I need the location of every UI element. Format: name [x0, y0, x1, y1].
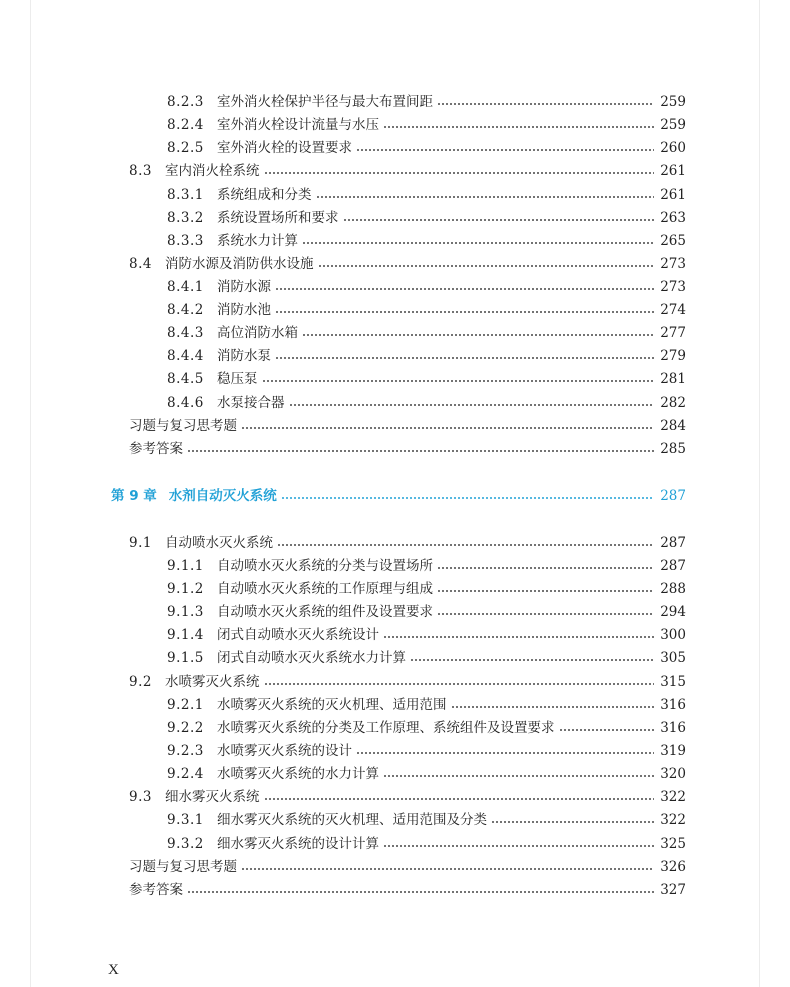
toc-entry-number: 9.1.3	[167, 604, 204, 620]
toc-entry-page-number: 284	[660, 418, 686, 434]
toc-entry-page-number: 279	[660, 348, 686, 364]
toc-entry-title: 消防水泵	[217, 348, 271, 364]
toc-entry-title: 水喷雾灭火系统的分类及工作原理、系统组件及设置要求	[217, 720, 555, 736]
toc-entry[interactable]	[167, 741, 686, 761]
toc-entry-title: 系统水力计算	[217, 233, 298, 249]
toc-entry[interactable]	[167, 231, 686, 251]
dot-leader	[264, 683, 655, 685]
toc-entry[interactable]	[167, 115, 686, 135]
toc-entry-page-number: 265	[660, 233, 686, 249]
toc-entry[interactable]	[167, 300, 686, 320]
toc-entry-title: 系统设置场所和要求	[217, 210, 339, 226]
toc-entry-number: 9.1.2	[167, 581, 204, 597]
toc-entry-title: 习题与复习思考题	[129, 859, 237, 875]
toc-entry-title: 消防水源	[217, 279, 271, 295]
toc-entry[interactable]	[167, 718, 686, 738]
toc-entry-page-number: 277	[660, 325, 686, 341]
dot-leader	[383, 126, 654, 128]
dot-leader	[437, 103, 654, 105]
toc-entry[interactable]	[167, 834, 686, 854]
toc-entry-number: 9.1.1	[167, 558, 204, 574]
toc-entry-number: 第 9 章	[111, 488, 157, 504]
page-edge-right	[759, 0, 760, 987]
toc-entry-title: 消防水池	[217, 302, 271, 318]
toc-entry-page-number: 322	[660, 789, 686, 805]
toc-entry-page-number: 287	[660, 535, 686, 551]
toc-entry-page-number: 261	[660, 163, 686, 179]
toc-entry-title: 高位消防水箱	[217, 325, 298, 341]
toc-entry-title: 习题与复习思考题	[129, 418, 237, 434]
dot-leader	[302, 242, 654, 244]
toc-entry-title: 室内消火栓系统	[165, 163, 260, 179]
dot-leader	[437, 590, 654, 592]
toc-entry-page-number: 316	[660, 697, 686, 713]
toc-entry-page-number: 294	[660, 604, 686, 620]
toc-entry[interactable]	[129, 161, 686, 181]
dot-leader	[187, 450, 654, 452]
toc-entry-page-number: 287	[660, 558, 686, 574]
toc-entry[interactable]	[167, 208, 686, 228]
dot-leader	[343, 219, 655, 221]
toc-entry-title: 室外消火栓设计流量与水压	[217, 117, 379, 133]
toc-entry-page-number: 273	[660, 256, 686, 272]
toc-entry-page-number: 260	[660, 140, 686, 156]
dot-leader	[383, 845, 654, 847]
toc-entry-title: 水喷雾灭火系统的水力计算	[217, 766, 379, 782]
toc-entry-page-number: 259	[660, 94, 686, 110]
toc-entry-title: 消防水源及消防供水设施	[165, 256, 314, 272]
toc-entry-number: 9.2	[129, 674, 152, 690]
toc-entry-page-number: 305	[660, 650, 686, 666]
dot-leader	[281, 497, 654, 499]
toc-entry-title: 稳压泵	[217, 371, 258, 387]
dot-leader	[437, 613, 654, 615]
toc-entry-page-number: 261	[660, 187, 686, 203]
toc-entry[interactable]	[167, 556, 686, 576]
dot-leader	[275, 357, 654, 359]
dot-leader	[316, 196, 655, 198]
toc-entry-number: 8.4.1	[167, 279, 204, 295]
toc-entry-page-number: 300	[660, 627, 686, 643]
toc-entry-page-number: 327	[660, 882, 686, 898]
dot-leader	[318, 265, 655, 267]
dot-leader	[241, 427, 654, 429]
page-edge-left	[30, 0, 31, 987]
toc-entry-title: 水喷雾灭火系统的灭火机理、适用范围	[217, 697, 447, 713]
dot-leader	[262, 380, 655, 382]
toc-entry-title: 自动喷水灭火系统	[165, 535, 273, 551]
toc-entry-number: 8.2.5	[167, 140, 204, 156]
toc-entry-page-number: 288	[660, 581, 686, 597]
toc-entry[interactable]	[129, 533, 686, 553]
toc-entry-number: 8.3	[129, 163, 152, 179]
toc-entry-number: 8.3.3	[167, 233, 204, 249]
toc-entry-page-number: 263	[660, 210, 686, 226]
dot-leader	[241, 868, 654, 870]
toc-entry[interactable]	[167, 369, 686, 389]
toc-entry-title: 闭式自动喷水灭火系统设计	[217, 627, 379, 643]
toc-entry-number: 8.4.2	[167, 302, 204, 318]
toc-entry-number: 9.3	[129, 789, 152, 805]
toc-entry-number: 8.3.1	[167, 187, 204, 203]
toc-entry-number: 8.4	[129, 256, 152, 272]
toc-entry-number: 8.3.2	[167, 210, 204, 226]
toc-entry[interactable]	[167, 695, 686, 715]
dot-leader	[264, 798, 655, 800]
toc-entry-number: 9.1.4	[167, 627, 204, 643]
toc-entry-title: 参考答案	[129, 441, 183, 457]
toc-entry-title: 自动喷水灭火系统的工作原理与组成	[217, 581, 433, 597]
toc-entry-title: 自动喷水灭火系统的组件及设置要求	[217, 604, 433, 620]
toc-entry-page-number: 326	[660, 859, 686, 875]
toc-entry-title: 水喷雾灭火系统	[165, 674, 260, 690]
toc-entry-number: 9.2.3	[167, 743, 204, 759]
toc-entry[interactable]	[167, 277, 686, 297]
toc-entry-page-number: 322	[660, 812, 686, 828]
toc-entry[interactable]	[129, 787, 686, 807]
dot-leader	[491, 821, 654, 823]
dot-leader	[356, 752, 654, 754]
toc-chapter-entry[interactable]	[111, 486, 686, 506]
dot-leader	[302, 334, 654, 336]
toc-entry-page-number: 319	[660, 743, 686, 759]
toc-entry-page-number: 325	[660, 836, 686, 852]
toc-entry-number: 9.3.1	[167, 812, 204, 828]
toc-entry-title: 系统组成和分类	[217, 187, 312, 203]
toc-entry[interactable]	[129, 439, 686, 459]
toc-entry[interactable]	[129, 857, 686, 877]
toc-entry-title: 闭式自动喷水灭火系统水力计算	[217, 650, 406, 666]
toc-entry[interactable]	[167, 393, 686, 413]
dot-leader	[356, 149, 654, 151]
toc-entry-title: 细水雾灭火系统的灭火机理、适用范围及分类	[217, 812, 487, 828]
toc-entry[interactable]	[129, 880, 686, 900]
toc-entry[interactable]	[167, 764, 686, 784]
toc-entry-title: 室外消火栓的设置要求	[217, 140, 352, 156]
dot-leader	[437, 567, 654, 569]
toc-entry-number: 8.4.4	[167, 348, 204, 364]
toc-entry-number: 8.4.5	[167, 371, 204, 387]
toc-entry-title: 参考答案	[129, 882, 183, 898]
toc-entry-number: 8.4.3	[167, 325, 204, 341]
toc-entry-title: 细水雾灭火系统的设计计算	[217, 836, 379, 852]
dot-leader	[451, 706, 655, 708]
toc-entry[interactable]	[167, 602, 686, 622]
toc-entry-page-number: 285	[660, 441, 686, 457]
dot-leader	[264, 172, 655, 174]
dot-leader	[383, 636, 654, 638]
toc-entry-page-number: 259	[660, 117, 686, 133]
toc-entry-page-number: 281	[660, 371, 686, 387]
toc-entry-title: 自动喷水灭火系统的分类与设置场所	[217, 558, 433, 574]
toc-entry-page-number: 274	[660, 302, 686, 318]
toc-entry[interactable]	[129, 416, 686, 436]
toc-entry[interactable]	[167, 346, 686, 366]
toc-entry-title: 细水雾灭火系统	[165, 789, 260, 805]
toc-entry-number: 9.2.2	[167, 720, 204, 736]
toc-entry-title: 水泵接合器	[217, 395, 285, 411]
toc-entry[interactable]	[129, 672, 686, 692]
dot-leader	[559, 729, 655, 731]
toc-entry[interactable]	[167, 579, 686, 599]
toc-entry-title: 室外消火栓保护半径与最大布置间距	[217, 94, 433, 110]
toc-entry-title: 水剂自动灭火系统	[168, 488, 277, 504]
toc-entry-page-number: 287	[660, 488, 686, 504]
dot-leader	[275, 311, 654, 313]
toc-entry[interactable]	[167, 648, 686, 668]
toc-entry-number: 8.2.3	[167, 94, 204, 110]
dot-leader	[383, 775, 654, 777]
toc-entry-number: 8.2.4	[167, 117, 204, 133]
toc-entry-page-number: 315	[660, 674, 686, 690]
dot-leader	[187, 891, 654, 893]
toc-entry-number: 8.4.6	[167, 395, 204, 411]
dot-leader	[289, 404, 655, 406]
toc-entry-title: 水喷雾灭火系统的设计	[217, 743, 352, 759]
toc-entry-number: 9.2.1	[167, 697, 204, 713]
dot-leader	[410, 659, 654, 661]
toc-entry-page-number: 320	[660, 766, 686, 782]
dot-leader	[275, 288, 654, 290]
toc-entry-number: 9.1	[129, 535, 152, 551]
toc-entry-page-number: 273	[660, 279, 686, 295]
toc-entry[interactable]	[129, 254, 686, 274]
toc-entry[interactable]	[167, 810, 686, 830]
toc-entry[interactable]	[167, 625, 686, 645]
toc-entry-page-number: 282	[660, 395, 686, 411]
dot-leader	[277, 544, 654, 546]
toc-entry[interactable]	[167, 185, 686, 205]
toc-entry[interactable]	[167, 138, 686, 158]
toc-entry[interactable]	[167, 92, 686, 112]
page-folio: X	[108, 962, 119, 978]
toc-entry-number: 9.2.4	[167, 766, 204, 782]
toc-entry-number: 9.1.5	[167, 650, 204, 666]
toc-entry-page-number: 316	[660, 720, 686, 736]
toc-entry-number: 9.3.2	[167, 836, 204, 852]
toc-entry[interactable]	[167, 323, 686, 343]
